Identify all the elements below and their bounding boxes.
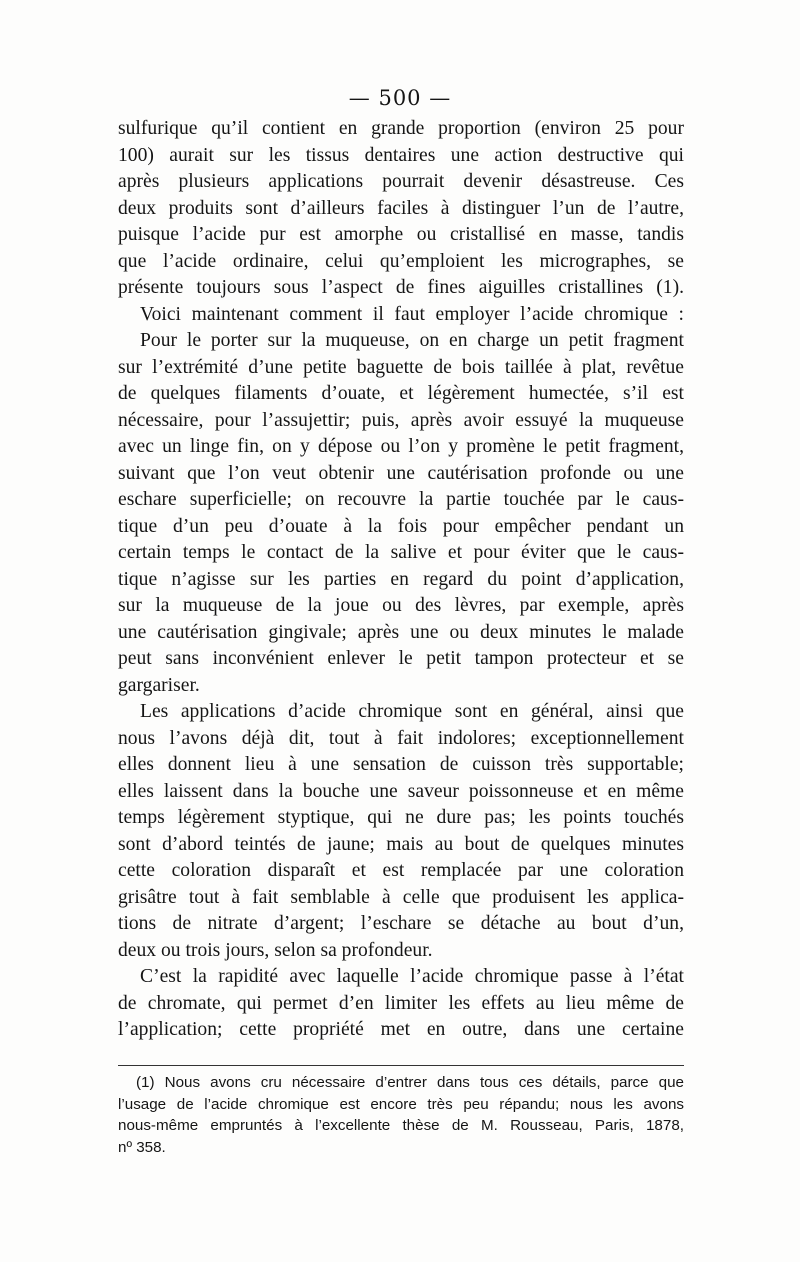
body-text xyxy=(118,116,684,1044)
text-line: sur la muqueuse de la joue ou des lèvres, par exemple, après xyxy=(118,595,684,616)
text-line: grisâtre tout à fait semblable à celle que produisent les applica- xyxy=(118,886,684,908)
text-line: 100) aurait sur les tissus dentaires une action destructive qui xyxy=(118,144,684,166)
text-line: de chromate, qui permet d’en limiter les effets au lieu même de xyxy=(118,992,684,1014)
page-number: — 500 — xyxy=(348,86,452,110)
text-line: sulfurique qu’il contient en grande proportion (environ 25 pour xyxy=(118,118,684,139)
text-line: deux ou trois jours, selon sa profondeur. xyxy=(118,939,433,961)
footnote-line: (1) Nous avons cru nécessaire d’entrer dans tous ces détails, parce que xyxy=(136,1074,684,1091)
footnote-line: l’usage de l’acide chromique est encore très peu répandu; nous les avons xyxy=(118,1095,684,1113)
text-line: de quelques filaments d’ouate, et légèrement humectée, s’il est xyxy=(118,383,684,404)
text-line: peut sans inconvénient enlever le petit tampon protecteur et se xyxy=(118,648,684,669)
text-line: nécessaire, pour l’assujettir; puis, après avoir essuyé la muqueuse xyxy=(118,409,684,431)
text-line: puisque l’acide pur est amorphe ou cristallisé en masse, tandis xyxy=(118,224,684,245)
footnote-line: nous-même empruntés à l’excellente thèse de M. Rousseau, Paris, 1878, xyxy=(118,1117,684,1134)
text-line: suivant que l’on veut obtenir une cautérisation profonde ou une xyxy=(118,462,684,484)
footnote-divider xyxy=(118,1065,684,1066)
text-line: tions de nitrate d’argent; l’eschare se détache au bout d’un, xyxy=(118,913,684,934)
footnotes xyxy=(118,1072,684,1158)
text-line: tique n’agisse sur les parties en regard du point d’application, xyxy=(118,568,684,590)
text-line: deux produits sont d’ailleurs faciles à distinguer l’un de l’autre, xyxy=(118,197,684,219)
text-line: Voici maintenant comment il faut employer l’acide chromique : xyxy=(140,303,684,325)
text-line: gargariser. xyxy=(118,674,200,696)
text-line: avec un linge fin, on y dépose ou l’on y promène le petit fragment, xyxy=(118,436,684,457)
text-line: temps légèrement styptique, qui ne dure pas; les points touchés xyxy=(118,807,684,828)
text-line: elles donnent lieu à une sensation de cuisson très supportable; xyxy=(118,754,684,775)
text-line: présente toujours sous l’aspect de fines aiguilles cristallines (1). xyxy=(118,277,684,298)
footnote-line: nº 358. xyxy=(118,1138,166,1156)
text-line: elles laissent dans la bouche une saveur poissonneuse et en même xyxy=(118,780,684,802)
text-line: tique d’un peu d’ouate à la fois pour empêcher pendant un xyxy=(118,515,684,537)
text-line: certain temps le contact de la salive et pour éviter que le caus- xyxy=(118,542,684,563)
text-line: nous l’avons déjà dit, tout à fait indolores; exceptionnellement xyxy=(118,727,684,749)
text-line: Pour le porter sur la muqueuse, on en charge un petit fragment xyxy=(140,330,684,351)
text-line: cette coloration disparaît et est remplacée par une coloration xyxy=(118,860,684,881)
text-line: sur l’extrémité d’une petite baguette de bois taillée à plat, revêtue xyxy=(118,356,684,378)
text-line: sont d’abord teintés de jaune; mais au bout de quelques minutes xyxy=(118,833,684,855)
text-line: que l’acide ordinaire, celui qu’emploient les micrographes, se xyxy=(118,250,684,272)
text-line: après plusieurs applications pourrait devenir désastreuse. Ces xyxy=(118,171,684,192)
text-line: C’est la rapidité avec laquelle l’acide chromique passe à l’état xyxy=(140,966,684,987)
text-line: une cautérisation gingivale; après une ou deux minutes le malade xyxy=(118,621,684,643)
text-line: l’application; cette propriété met en outre, dans une certaine xyxy=(118,1019,684,1040)
text-line: Les applications d’acide chromique sont en général, ainsi que xyxy=(140,701,684,722)
text-line: eschare superficielle; on recouvre la partie touchée par le caus- xyxy=(118,489,684,510)
